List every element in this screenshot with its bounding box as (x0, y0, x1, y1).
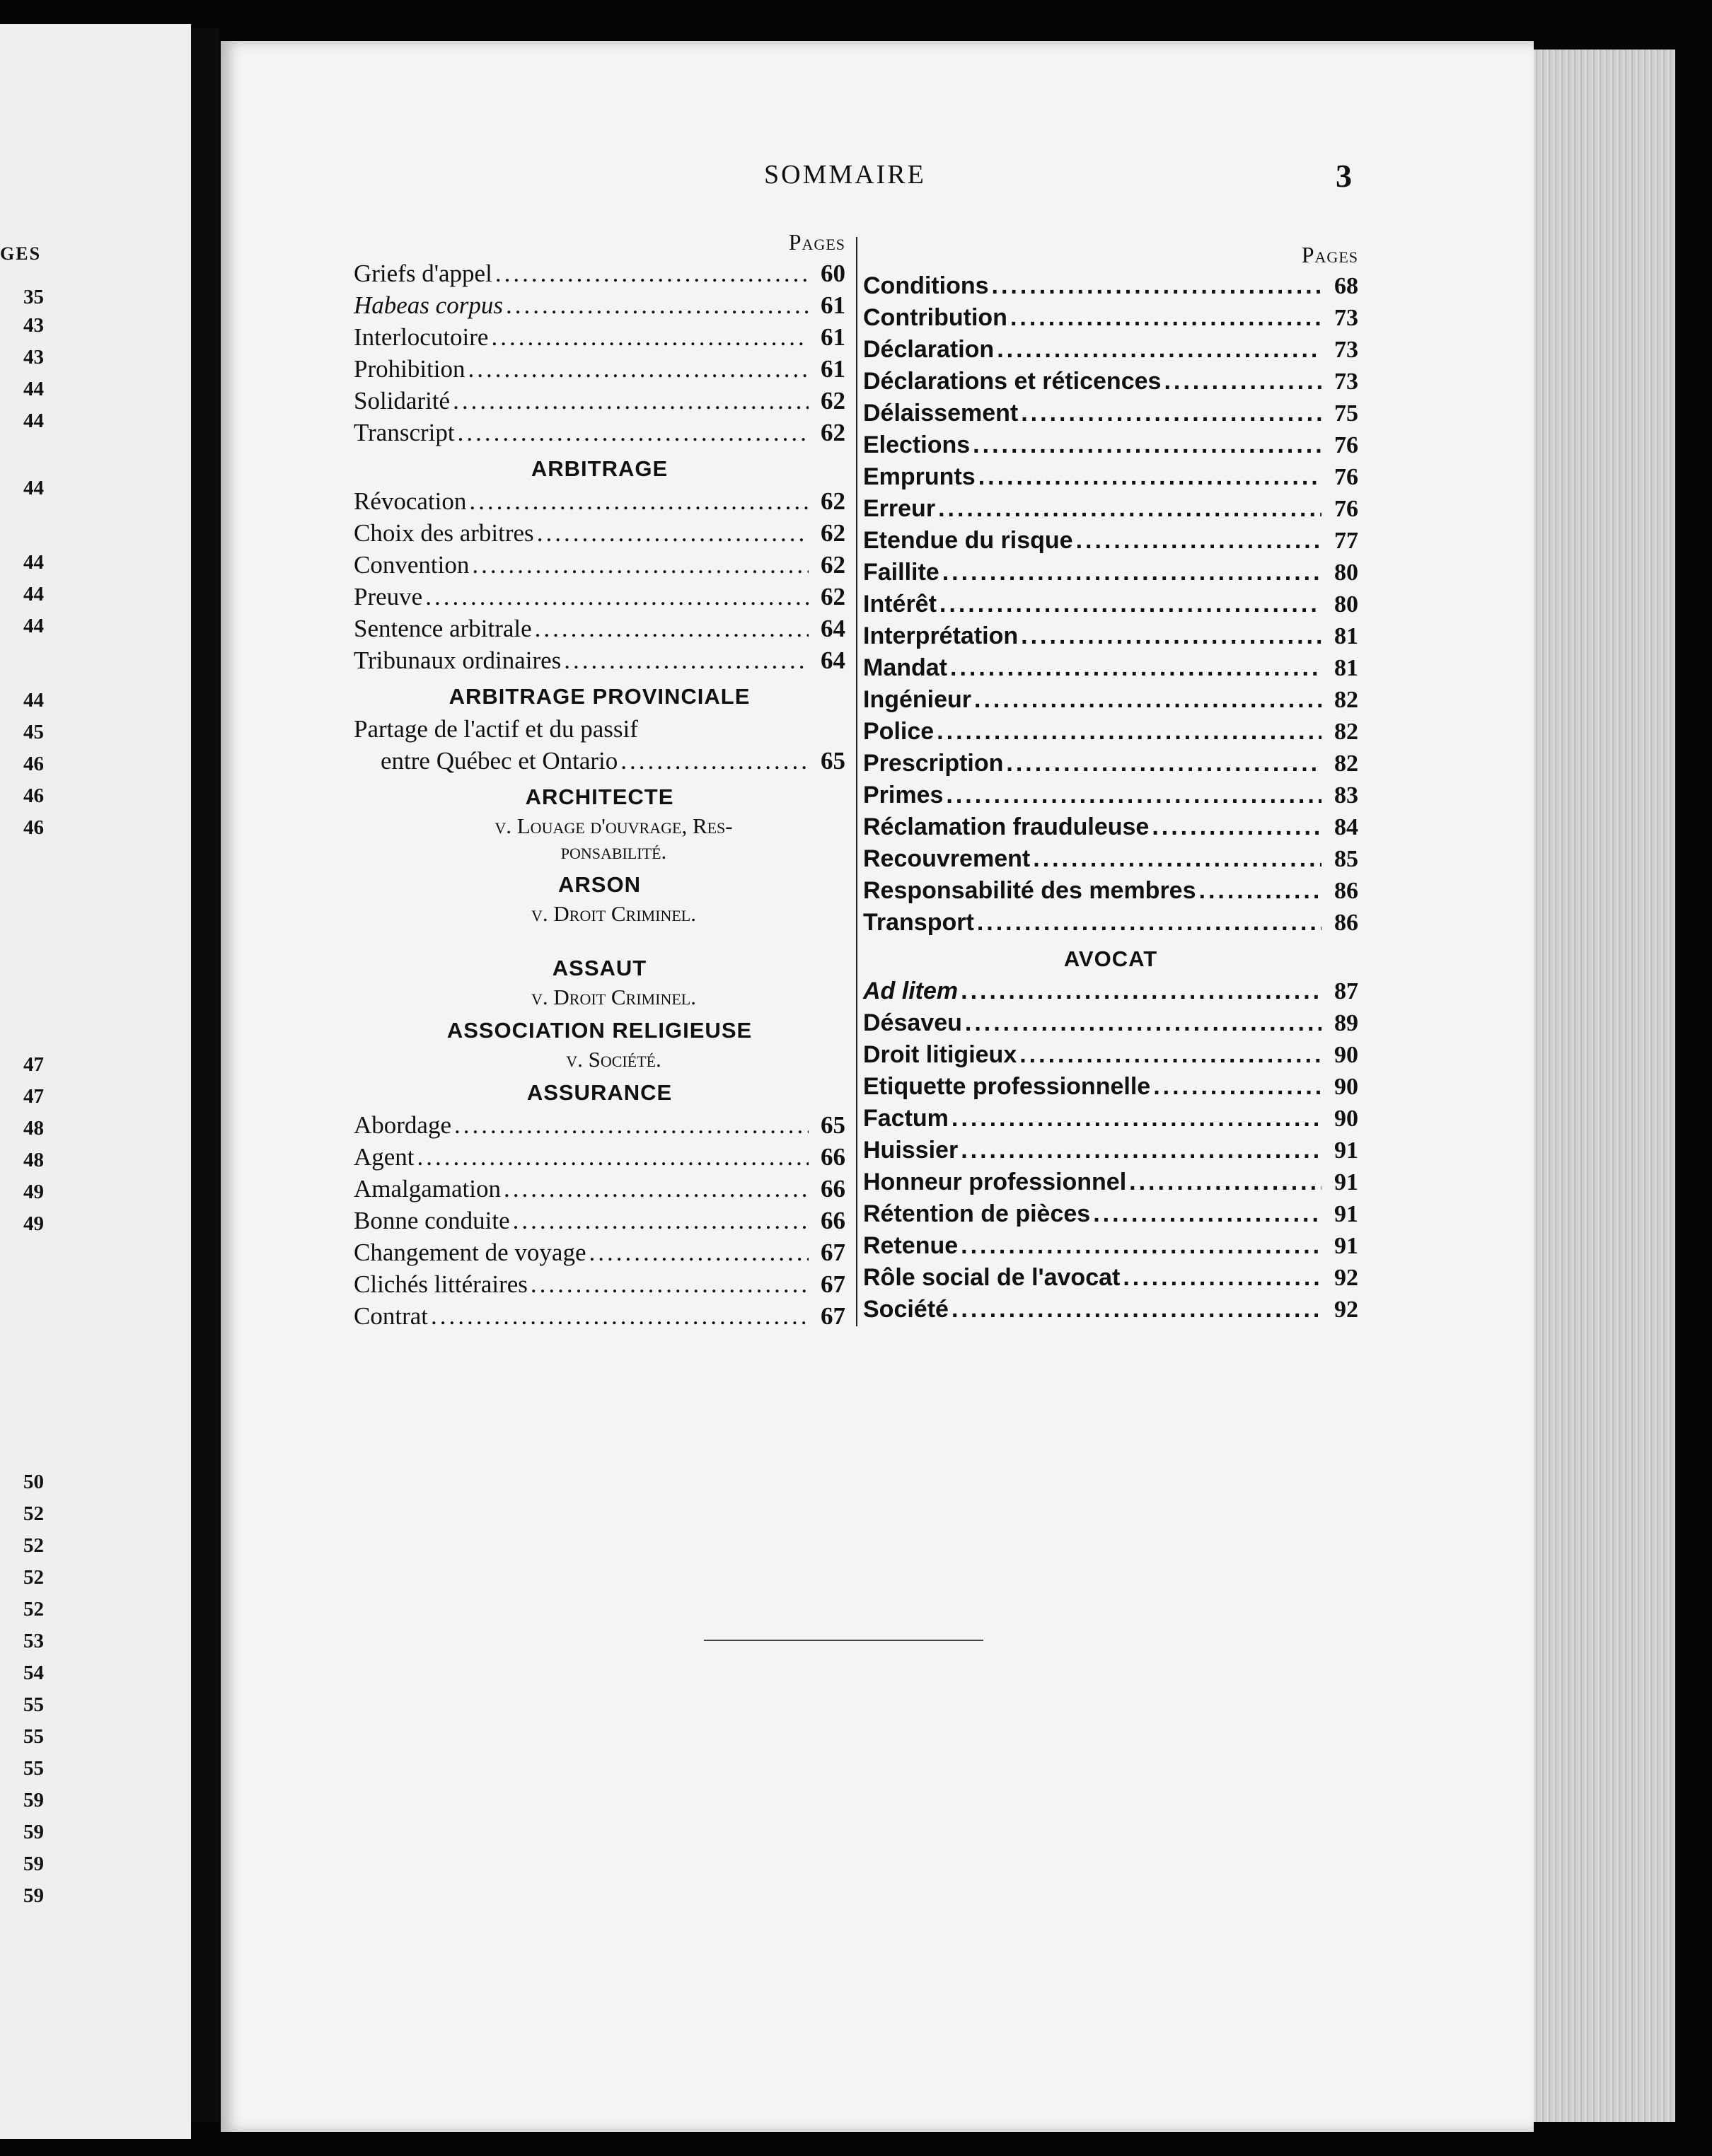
previous-page-number: 45 (23, 721, 44, 743)
leader-dots (510, 1205, 809, 1236)
leader-dots (1090, 1198, 1321, 1230)
section-heading-arson: ARSON (558, 872, 641, 897)
entry-title: Amalgamation (354, 1175, 502, 1202)
entry-title: Rétention de pièces (863, 1200, 1091, 1227)
entry-page: 66 (821, 1207, 845, 1234)
entry-title: Habeas corpus (354, 291, 503, 319)
entry-title: Huissier (863, 1137, 959, 1164)
previous-page-number: 44 (23, 410, 44, 432)
toc-entry (863, 525, 1358, 557)
toc-entry (863, 493, 1358, 525)
entry-page: 90 (1334, 1042, 1358, 1068)
entry-page: 60 (821, 260, 845, 287)
leader-dots (1196, 875, 1321, 907)
entry-page: 73 (1334, 337, 1358, 363)
leader-dots (1018, 398, 1321, 429)
previous-page-number: 48 (23, 1117, 44, 1140)
entry-title: Responsabilité des membres (863, 877, 1196, 904)
previous-page-number: 44 (23, 583, 44, 605)
see-reference: v. Société. (566, 1047, 661, 1072)
section-heading-association: ASSOCIATION RELIGIEUSE (446, 1018, 753, 1043)
leader-dots (1073, 525, 1321, 557)
previous-page-number: 52 (23, 1502, 44, 1525)
toc-entry (863, 429, 1358, 461)
leader-dots (1161, 366, 1321, 398)
entry-list (863, 270, 1358, 939)
entry-text: Partage de l'actif et du passif (354, 715, 638, 743)
entry-title: Abordage (354, 1111, 452, 1139)
leader-dots (1018, 620, 1321, 652)
section-heading-assurance: ASSURANCE (526, 1080, 673, 1105)
entry-title: Droit litigieux (863, 1041, 1017, 1068)
toc-entry (354, 1236, 845, 1268)
entry-title: Solidarité (354, 387, 451, 415)
entry-page: 87 (1334, 978, 1358, 1004)
previous-page-number: 46 (23, 784, 44, 807)
see-reference: v. Droit Criminel. (531, 985, 696, 1009)
entry-title: Ingénieur (863, 686, 972, 713)
entry-page: 83 (1334, 782, 1358, 808)
toc-entry (354, 1300, 845, 1332)
entry-list (354, 485, 845, 676)
entry-title: entre Québec et Ontario (381, 747, 618, 775)
entry-page: 67 (821, 1302, 845, 1330)
entry-page: 82 (1334, 719, 1358, 745)
leader-dots (1120, 1262, 1321, 1294)
toc-entry (863, 334, 1358, 366)
section-heading-arbitrage-provinciale: ARBITRAGE PROVINCIALE (449, 684, 751, 709)
entry-page: 91 (1334, 1137, 1358, 1164)
toc-entry (354, 517, 845, 549)
entry-page: 85 (1334, 846, 1358, 872)
previous-page-number: 44 (23, 378, 44, 400)
entry-page: 68 (1334, 273, 1358, 299)
entry-page: 61 (821, 291, 845, 319)
toc-entry (863, 1103, 1358, 1135)
leader-dots (1030, 843, 1321, 875)
previous-page-number: 47 (23, 1053, 44, 1076)
leader-dots (934, 716, 1321, 748)
entry-page: 76 (1334, 496, 1358, 522)
entry-title: Factum (863, 1105, 949, 1132)
entry-title: Interlocutoire (354, 323, 489, 351)
toc-entry (863, 1198, 1358, 1230)
toc-entry (354, 644, 845, 676)
see-reference: v. Droit Criminel. (531, 901, 696, 926)
previous-page-number: 59 (23, 1853, 44, 1875)
toc-entry (863, 1135, 1358, 1166)
entry-page: 77 (1334, 528, 1358, 554)
leader-dots (937, 589, 1321, 620)
entry-page: 62 (821, 387, 845, 415)
previous-page-number: 52 (23, 1534, 44, 1557)
entry-title: Primes (863, 782, 944, 808)
toc-entry (863, 1039, 1358, 1071)
previous-page-number: 53 (23, 1630, 44, 1652)
toc-entry (863, 652, 1358, 684)
leader-dots (532, 613, 809, 644)
entry-title: Ad litem (863, 978, 959, 1004)
entry-page: 91 (1334, 1201, 1358, 1227)
leader-dots (488, 321, 809, 353)
entry-list (354, 257, 845, 448)
toc-entry (863, 1262, 1358, 1294)
leader-dots (935, 493, 1321, 525)
entry-title: Police (863, 718, 935, 745)
entry-page: 86 (1334, 910, 1358, 936)
entry-page: 82 (1334, 687, 1358, 713)
entry-title: Déclaration (863, 336, 995, 363)
toc-entry (354, 417, 845, 448)
leader-dots (958, 975, 1321, 1007)
toc-entry (354, 257, 845, 289)
entry-page: 73 (1334, 305, 1358, 331)
entry-page: 65 (821, 747, 845, 775)
toc-entry (354, 613, 845, 644)
entry-page: 61 (821, 355, 845, 383)
entry-title: Bonne conduite (354, 1207, 510, 1234)
toc-entry (354, 1173, 845, 1205)
entry-page: 91 (1334, 1233, 1358, 1259)
entry-title: Intérêt (863, 591, 937, 618)
leader-dots (618, 745, 809, 777)
entry-page: 62 (821, 487, 845, 515)
entry-title: Clichés littéraires (354, 1270, 528, 1298)
leader-dots (947, 652, 1321, 684)
leader-dots (528, 1268, 809, 1300)
toc-entry (354, 289, 845, 321)
book-gutter (191, 28, 219, 2122)
toc-entry (863, 811, 1358, 843)
leader-dots (501, 1173, 809, 1205)
previous-page-number: 44 (23, 689, 44, 712)
entry-page: 73 (1334, 369, 1358, 395)
previous-page-number: 46 (23, 816, 44, 839)
right-column (863, 239, 1358, 1326)
entry-page: 67 (821, 1239, 845, 1266)
leader-dots (943, 779, 1321, 811)
entry-list (863, 975, 1358, 1326)
entry-title: Erreur (863, 495, 936, 522)
entry-title: Transcript (354, 419, 455, 446)
leader-dots (415, 1141, 809, 1173)
entry-title: Désaveu (863, 1009, 962, 1036)
toc-entry (863, 270, 1358, 302)
entry-page: 84 (1334, 814, 1358, 840)
entry-title: Déclarations et réticences (863, 368, 1162, 395)
toc-entry (354, 1268, 845, 1300)
toc-entry (863, 1230, 1358, 1262)
section-heading-arbitrage: ARBITRAGE (531, 456, 669, 481)
toc-entry (354, 549, 845, 581)
previous-page-number: 44 (23, 615, 44, 637)
left-column (354, 226, 845, 1332)
toc-entry (863, 461, 1358, 493)
leader-dots (465, 353, 809, 385)
leader-dots (1150, 1071, 1321, 1103)
toc-entry (863, 875, 1358, 907)
toc-entry (863, 1007, 1358, 1039)
entry-title: Sentence arbitrale (354, 615, 532, 642)
entry-title: Conditions (863, 272, 989, 299)
entry-title: Convention (354, 551, 470, 579)
entry-list (354, 1109, 845, 1332)
leader-dots (1149, 811, 1321, 843)
page-number: 3 (1336, 158, 1352, 194)
leader-dots (949, 1103, 1321, 1135)
previous-page-number: 43 (23, 346, 44, 369)
previous-page-number: 49 (23, 1181, 44, 1203)
entry-title: Révocation (354, 487, 467, 515)
toc-entry (354, 485, 845, 517)
entry-title: Elections (863, 431, 971, 458)
previous-page-number: 44 (23, 551, 44, 574)
entry-page: 67 (821, 1270, 845, 1298)
toc-entry (863, 907, 1358, 939)
entry-page: 66 (821, 1175, 845, 1202)
previous-page-number: 59 (23, 1821, 44, 1843)
toc-entry (354, 1205, 845, 1236)
entry-page: 81 (1334, 623, 1358, 649)
toc-entry (863, 1071, 1358, 1103)
leader-dots (949, 1294, 1321, 1326)
entry-title: Délaissement (863, 400, 1019, 427)
previous-page-number: 54 (23, 1662, 44, 1684)
toc-entry (863, 779, 1358, 811)
entry-page: 80 (1334, 591, 1358, 618)
previous-page-number: 44 (23, 477, 44, 499)
entry-title: Etiquette professionnelle (863, 1073, 1151, 1100)
toc-entry (863, 398, 1358, 429)
toc-entry (863, 366, 1358, 398)
leader-dots (422, 581, 809, 613)
toc-entry (863, 975, 1358, 1007)
toc-entry (354, 1141, 845, 1173)
previous-page-number: 59 (23, 1884, 44, 1907)
section-heading-architecte: ARCHITECTE (525, 784, 674, 809)
leader-dots (455, 417, 809, 448)
entry-title: Etendue du risque (863, 527, 1073, 554)
entry-page: 90 (1334, 1106, 1358, 1132)
leader-dots (970, 429, 1321, 461)
leader-dots (450, 385, 809, 417)
pages-label: Pages (788, 229, 845, 255)
entry-page: 62 (821, 519, 845, 547)
leader-dots (466, 485, 809, 517)
previous-page-number: 55 (23, 1725, 44, 1748)
previous-page-number: 55 (23, 1693, 44, 1716)
toc-entry (354, 1109, 845, 1141)
previous-page-number: 50 (23, 1471, 44, 1493)
previous-page-number: 48 (23, 1149, 44, 1171)
toc-entry (863, 843, 1358, 875)
leader-dots (994, 334, 1321, 366)
leader-dots (971, 684, 1321, 716)
toc-entry (863, 589, 1358, 620)
entry-title: Honneur professionnel (863, 1169, 1127, 1195)
entry-title: Interprétation (863, 622, 1019, 649)
toc-entry (354, 321, 845, 353)
entry-title: Réclamation frauduleuse (863, 813, 1150, 840)
entry-title: Transport (863, 909, 974, 936)
entry-title: Prohibition (354, 355, 465, 383)
previous-page-number: 49 (23, 1212, 44, 1235)
entry-page: 64 (821, 647, 845, 674)
entry-page: 89 (1334, 1010, 1358, 1036)
previous-page-number: 59 (23, 1789, 44, 1812)
entry-title: Contrat (354, 1302, 428, 1330)
entry-title: Changement de voyage (354, 1239, 586, 1266)
entry-title: Contribution (863, 304, 1007, 331)
section-heading-assaut: ASSAUT (552, 956, 647, 980)
entry-title: Mandat (863, 654, 947, 681)
leader-dots (428, 1300, 809, 1332)
leader-dots (561, 644, 809, 676)
see-reference: v. Louage d'ouvrage, Res- (494, 813, 733, 838)
entry-page: 91 (1334, 1169, 1358, 1195)
entry-page: 80 (1334, 560, 1358, 586)
entry-title: Rôle social de l'avocat (863, 1264, 1121, 1291)
toc-entry (863, 557, 1358, 589)
leader-dots (1007, 302, 1321, 334)
leader-dots (1003, 748, 1321, 779)
page-edges (1534, 50, 1675, 2122)
toc-entry (863, 716, 1358, 748)
entry-page: 66 (821, 1143, 845, 1171)
leader-dots (534, 517, 809, 549)
entry-title: Recouvrement (863, 845, 1031, 872)
entry-title: Tribunaux ordinaires (354, 647, 562, 674)
entry-page: 75 (1334, 400, 1358, 427)
entry-page: 62 (821, 419, 845, 446)
entry-title: Preuve (354, 583, 423, 610)
previous-page-header: GES (0, 243, 42, 264)
leader-dots (469, 549, 809, 581)
entry-page: 65 (821, 1111, 845, 1139)
entry-page: 61 (821, 323, 845, 351)
toc-entry (863, 1294, 1358, 1326)
leader-dots (492, 257, 809, 289)
leader-dots (962, 1007, 1321, 1039)
entry-title: Agent (354, 1143, 415, 1171)
leader-dots (989, 270, 1321, 302)
toc-entry (354, 385, 845, 417)
entry-title: Faillite (863, 559, 939, 586)
toc-entry (354, 581, 845, 613)
entry-title: Choix des arbitres (354, 519, 534, 547)
section-heading-avocat: AVOCAT (1063, 946, 1158, 971)
page-title: SOMMAIRE (764, 160, 926, 190)
toc-entry (863, 748, 1358, 779)
previous-page-fragment (0, 24, 191, 2139)
previous-page-number: 52 (23, 1598, 44, 1621)
entry-title: Société (863, 1296, 949, 1323)
toc-entry (863, 620, 1358, 652)
previous-page-number: 47 (23, 1085, 44, 1108)
leader-dots (1017, 1039, 1321, 1071)
leader-dots (1126, 1166, 1321, 1198)
previous-page-number: 43 (23, 314, 44, 337)
entry-page: 62 (821, 551, 845, 579)
leader-dots (974, 907, 1321, 939)
leader-dots (939, 557, 1321, 589)
previous-page-number: 35 (23, 286, 44, 308)
toc-entry (354, 353, 845, 385)
column-divider (856, 237, 857, 1326)
previous-page-number: 55 (23, 1757, 44, 1780)
toc-entry (354, 745, 845, 777)
entry-page: 62 (821, 583, 845, 610)
entry-title: Emprunts (863, 463, 976, 490)
toc-entry (863, 302, 1358, 334)
entry-page: 76 (1334, 464, 1358, 490)
previous-page-number: 46 (23, 753, 44, 775)
toc-entry (863, 1166, 1358, 1198)
end-rule (704, 1640, 983, 1641)
leader-dots (958, 1135, 1321, 1166)
entry-title: Griefs d'appel (354, 260, 492, 287)
leader-dots (586, 1236, 809, 1268)
entry-page: 64 (821, 615, 845, 642)
entry-page: 81 (1334, 655, 1358, 681)
entry-page: 92 (1334, 1297, 1358, 1323)
entry-page: 76 (1334, 432, 1358, 458)
entry-page: 86 (1334, 878, 1358, 904)
see-reference: ponsabilité. (560, 839, 667, 864)
pages-label: Pages (1301, 242, 1358, 267)
leader-dots (451, 1109, 809, 1141)
entry-page: 90 (1334, 1074, 1358, 1100)
entry-title: Retenue (863, 1232, 959, 1259)
previous-page-number: 52 (23, 1566, 44, 1589)
toc-entry (863, 684, 1358, 716)
leader-dots (976, 461, 1321, 493)
leader-dots (958, 1230, 1321, 1262)
entry-page: 82 (1334, 750, 1358, 777)
entry-page: 92 (1334, 1265, 1358, 1291)
entry-title: Prescription (863, 750, 1004, 777)
leader-dots (503, 289, 809, 321)
